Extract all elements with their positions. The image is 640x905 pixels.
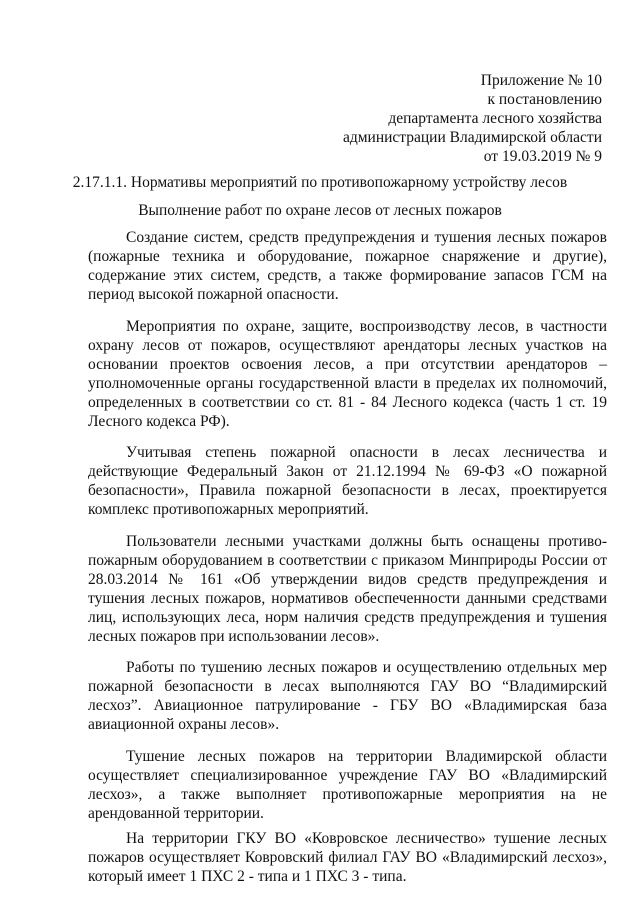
document-body [88, 228, 607, 898]
body-paragraph: Пользователи лесными участками должны быть оснащены противо-пожарным оборудованием в соответствии с приказом Минприроды России от 28.03.2014 № 161 «Об утверждении видов средств предупреждения и тушения лесных пожаров, нормативов обеспеченности данными средствами лиц, использующих леса, норм наличия средств предупреждения и тушения лесных пожаров при использовании лесов». [88, 532, 607, 645]
appendix-header-line: Приложение № 10 [480, 72, 602, 89]
body-paragraph: Создание систем, средств предупреждения и тушения лесных пожаров (пожарные техника и оборудование, пожарное снаряжение и другие), содержание этих систем, средств, а также формирование запасов ГСМ на период высокой пожарной опасности. [88, 229, 607, 303]
appendix-header [343, 71, 602, 166]
body-paragraph: Тушение лесных пожаров на территории Владимирской области осуществляет специализированное учреждение ГАУ ВО «Владимирский лесхоз», а также выполняет противопожарные мероприятия на не арендованной территории. [88, 747, 607, 822]
body-paragraph: На территории ГКУ ВО «Ковровское лесничество» тушение лесных пожаров осуществляет Ковровский филиал ГАУ ВО «Владимирский лесхоз», который имеет 1 ПХС 2 - типа и 1 ПХС 3 - типа. [88, 829, 607, 885]
body-paragraph: Учитывая степень пожарной опасности в лесах лесничества и действующие Федеральный Закон от 21.12.1994 № 69-ФЗ «О пожарной безопасности», Правила пожарной безопасности в лесах, проектируется комплекс противопожарных мероприятий. [88, 444, 607, 518]
appendix-header-line: от 19.03.2019 № 9 [483, 148, 602, 165]
appendix-header-line: к постановлению [487, 91, 602, 108]
body-paragraph: Мероприятия по охране, защите, воспроизводству лесов, в частности охрану лесов от пожаров, осуществляют арендаторы лесных участков на основании проектов освоения лесов, а при отсутствии арендаторов – уполномоченные органы государственной власти в пределах их полномочий, определенных в соответствии со ст. 81 - 84 Лесного кодекса (часть 1 ст. 19 Лесного кодекса РФ). [88, 317, 607, 430]
appendix-header-line: департамента лесного хозяйства [388, 110, 602, 127]
body-paragraph: Работы по тушению лесных пожаров и осуществлению отдельных мер пожарной безопасности в лесах выполняются ГАУ ВО “Владимирский лесхоз”. Авиационное патрулирование - ГБУ ВО «Владимирская база авиационной охраны лесов». [88, 659, 607, 733]
appendix-header-line: администрации Владимирской области [342, 129, 602, 146]
subsection-title: Выполнение работ по охране лесов от лесных пожаров [138, 202, 502, 219]
section-title: 2.17.1.1. Нормативы мероприятий по противопожарному устройству лесов [72, 174, 568, 191]
